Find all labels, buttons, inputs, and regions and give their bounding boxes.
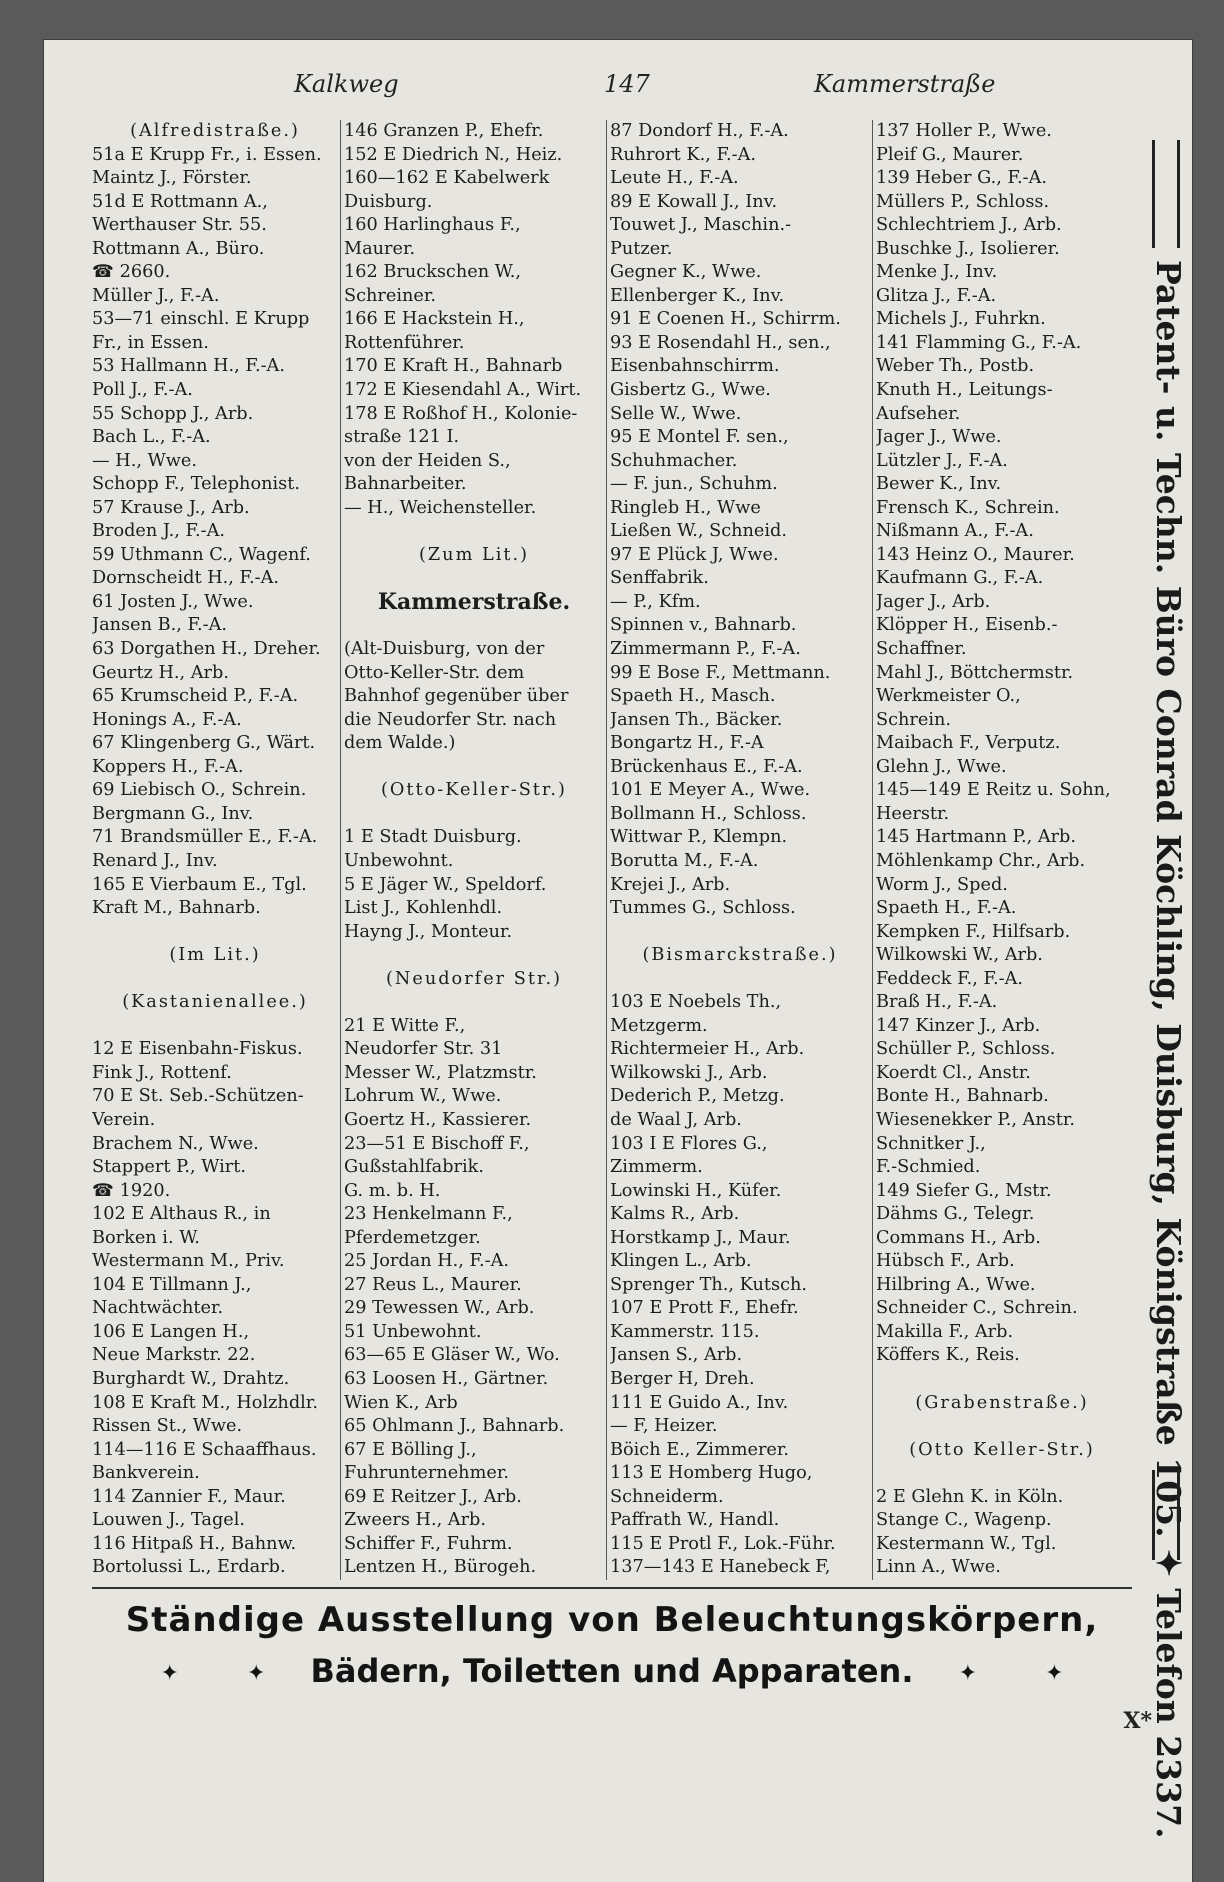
directory-entry: Duisburg. <box>344 191 433 212</box>
directory-entry: Schüller P., Schloss. <box>876 1039 1056 1060</box>
directory-entry: Sprenger Th., Kutsch. <box>610 1274 807 1295</box>
directory-entry <box>92 968 338 992</box>
directory-entry: 111 E Guido A., Inv. <box>610 1392 789 1413</box>
header-right: Kammerstraße <box>814 70 996 98</box>
directory-entry: Leute H., F.-A. <box>610 168 739 189</box>
directory-entry: (Alt-Duisburg, von der <box>344 639 545 660</box>
directory-entry: List J., Kohlenhdl. <box>344 898 503 919</box>
bottom-ad-line-2-text: Bädern, Toiletten und Apparaten. <box>310 1652 914 1690</box>
directory-entry: 162 Bruckschen W., <box>344 262 522 283</box>
directory-entry: Wien K., Arb <box>344 1392 458 1413</box>
directory-entry: Werthauser Str. 55. <box>92 215 267 236</box>
directory-entry: 114—116 E Schaaffhaus. <box>92 1439 317 1460</box>
directory-entry: 108 E Kraft M., Holzhdlr. <box>92 1392 318 1413</box>
directory-entry: Kraft M., Bahnarb. <box>92 898 261 919</box>
directory-entry: 25 Jordan H., F.-A. <box>344 1251 510 1272</box>
directory-entry: 51d E Rottmann A., <box>92 191 268 212</box>
directory-entry: Pleif G., Maurer. <box>876 144 1024 165</box>
directory-entry: Horstkamp J., Maur. <box>610 1227 791 1248</box>
directory-entry: Ruhrort K., F.-A. <box>610 144 756 165</box>
directory-entry: Paffrath W., Handl. <box>610 1510 780 1531</box>
side-ad-text: Patent- u. Techn. Büro Conrad Köchling, Duisburg, Königstraße 105. ✦ Telefon 2337. <box>1149 260 1188 1839</box>
directory-entry: Jansen S., Arb. <box>610 1345 743 1366</box>
ornament-icon: ✦ <box>958 1660 978 1686</box>
directory-entry: — P., Kfm. <box>610 591 701 612</box>
directory-entry: Michels J., Fuhrkn. <box>876 309 1046 330</box>
directory-entry: ☎ 2660. <box>92 262 171 283</box>
directory-entry <box>610 921 870 945</box>
directory-entry: Worm J., Sped. <box>876 874 1008 895</box>
directory-entry: Schneiderm. <box>610 1486 724 1507</box>
directory-entry: ☎ 1920. <box>92 1180 171 1201</box>
directory-entry: 95 E Montel F. sen., <box>610 427 789 448</box>
directory-entry: Müller J., F.-A. <box>92 285 220 306</box>
directory-entry: 137—143 E Hanebeck F, <box>610 1557 831 1578</box>
directory-entry: (Otto Keller-Str.) <box>909 1439 1095 1460</box>
directory-entry: Lützler J., F.-A. <box>876 450 1008 471</box>
directory-entry: F.-Schmied. <box>876 1157 981 1178</box>
directory-entry <box>344 756 604 780</box>
directory-entry: Schrein. <box>876 709 952 730</box>
directory-entry: Poll J., F.-A. <box>92 380 193 401</box>
directory-entry: Verein. <box>92 1109 156 1130</box>
directory-entry: 143 Heinz O., Maurer. <box>876 544 1075 565</box>
directory-entry: Louwen J., Tagel. <box>92 1510 246 1531</box>
directory-entry: 104 E Tillmann J., <box>92 1274 252 1295</box>
ornament-icon: ✦ <box>246 1660 266 1686</box>
directory-entry: Putzer. <box>610 238 673 259</box>
directory-entry: 89 E Kowall J., Inv. <box>610 191 778 212</box>
directory-entry: Möhlenkamp Chr., Arb. <box>876 850 1086 871</box>
directory-entry: Wilkowski J., Arb. <box>610 1062 768 1083</box>
directory-entry: Gußstahlfabrik. <box>344 1157 484 1178</box>
directory-entry: Rottenführer. <box>344 332 465 353</box>
directory-entry: (Otto-Keller-Str.) <box>381 780 567 801</box>
directory-entry: Jager J., Arb. <box>876 591 991 612</box>
directory-page <box>44 40 1192 1882</box>
directory-entry: (Im Lit.) <box>169 945 261 966</box>
directory-entry: Mahl J., Böttchermstr. <box>876 662 1074 683</box>
directory-entry: — H., Weichensteller. <box>344 497 537 518</box>
directory-entry: Zimmerm. <box>610 1157 703 1178</box>
directory-entry: Bergmann G., Inv. <box>92 803 254 824</box>
directory-entry: Metzgerm. <box>610 1015 708 1036</box>
directory-entry: Fink J., Rottenf. <box>92 1062 232 1083</box>
page-header <box>44 70 1192 110</box>
directory-entry: Zimmermann P., F.-A. <box>610 639 801 660</box>
directory-entry: Kammerstr. 115. <box>610 1321 760 1342</box>
column-divider <box>872 120 873 1580</box>
directory-entry <box>344 614 604 638</box>
directory-entry: (Bismarckstraße.) <box>642 945 838 966</box>
directory-entry: Neue Markstr. 22. <box>92 1345 256 1366</box>
directory-entry <box>344 991 604 1015</box>
directory-entry: Rottmann A., Büro. <box>92 238 265 259</box>
directory-entry: 114 Zannier F., Maur. <box>92 1486 286 1507</box>
directory-entry: Lohrum W., Wwe. <box>344 1086 502 1107</box>
directory-entry: (Zum Lit.) <box>418 544 529 565</box>
directory-entry: 57 Krause J., Arb. <box>92 497 250 518</box>
directory-entry: (Kastanienallee.) <box>122 992 308 1013</box>
directory-entry: Touwet J., Maschin.- <box>610 215 792 236</box>
directory-entry: 102 E Althaus R., in <box>92 1204 271 1225</box>
directory-entry: Spaeth H., F.-A. <box>876 898 1017 919</box>
directory-entry <box>92 1015 338 1039</box>
directory-entry: Linn A., Wwe. <box>876 1557 1001 1578</box>
directory-entry: Böich E., Zimmerer. <box>610 1439 790 1460</box>
directory-entry: Schreiner. <box>344 285 436 306</box>
ornament-icon: ✦ <box>1045 1660 1064 1686</box>
directory-entry: Neudorfer Str. 31 <box>344 1039 503 1060</box>
directory-entry: 146 Granzen P., Ehefr. <box>344 121 544 141</box>
directory-entry: Bonte H., Bahnarb. <box>876 1086 1049 1107</box>
directory-entry: Schneider C., Schrein. <box>876 1298 1078 1319</box>
bottom-rule <box>92 1587 1132 1589</box>
directory-entry: Klingen L., Arb. <box>610 1251 752 1272</box>
directory-entry: Bewer K., Inv. <box>876 474 1002 495</box>
directory-entry: Dornscheidt H., F.-A. <box>92 568 280 589</box>
directory-entry: Selle W., Wwe. <box>610 403 742 424</box>
directory-entry: Otto-Keller-Str. dem <box>344 662 525 683</box>
directory-entry: 97 E Plück J, Wwe. <box>610 544 779 565</box>
directory-entry: 21 E Witte F., <box>344 1015 466 1036</box>
directory-entry: Goertz H., Kassierer. <box>344 1109 532 1130</box>
directory-entry: Knuth H., Leitungs- <box>876 380 1053 401</box>
column-1 <box>92 120 338 1580</box>
directory-entry: 67 Klingenberg G., Wärt. <box>92 733 316 754</box>
directory-entry: straße 121 I. <box>344 427 460 448</box>
directory-entry: Müllers P., Schloss. <box>876 191 1050 212</box>
directory-entry: Borutta M., F.-A. <box>610 850 759 871</box>
directory-entry <box>344 944 604 968</box>
directory-entry: Schnitker J., <box>876 1133 986 1154</box>
directory-entry: 51 Unbewohnt. <box>344 1321 482 1342</box>
directory-entry: 145—149 E Reitz u. Sohn, <box>876 780 1111 801</box>
directory-entry: 93 E Rosendahl H., sen., <box>610 332 831 353</box>
column-2 <box>344 120 604 1580</box>
directory-entry: Lentzen H., Bürogeh. <box>344 1557 537 1578</box>
bottom-ad-line-1: Ständige Ausstellung von Beleuchtungskörpern, <box>125 1600 1099 1640</box>
ornament-icon: ✦ <box>160 1660 179 1686</box>
directory-entry <box>876 1415 1128 1439</box>
directory-entry: Jansen B., F.-A. <box>92 615 227 636</box>
directory-entry: Rissen St., Wwe. <box>92 1416 243 1437</box>
directory-entry <box>92 921 338 945</box>
column-divider <box>340 120 341 1580</box>
directory-entry: Glehn J., Wwe. <box>876 756 1007 777</box>
directory-entry: Broden J., F.-A. <box>92 521 225 542</box>
directory-entry: Stappert P., Wirt. <box>92 1157 246 1178</box>
directory-entry: 170 E Kraft H., Bahnarb <box>344 356 563 377</box>
directory-entry: 116 Hitpaß H., Bahnw. <box>92 1533 297 1554</box>
page-number: 147 <box>604 70 650 98</box>
directory-entry: — F, Heizer. <box>610 1416 718 1437</box>
directory-entry <box>344 520 604 544</box>
decorative-rule <box>1152 140 1180 248</box>
directory-entry: Krejei J., Arb. <box>610 874 731 895</box>
directory-entry: 141 Flamming G., F.-A. <box>876 332 1082 353</box>
directory-entry <box>610 968 870 992</box>
bottom-ad-line-2 <box>92 1652 1132 1690</box>
directory-entry: 65 Ohlmann J., Bahnarb. <box>344 1416 565 1437</box>
directory-entry: Schopp F., Telephonist. <box>92 474 300 495</box>
directory-entry: Stange C., Wagenp. <box>876 1510 1052 1531</box>
directory-entry: Weber Th., Postb. <box>876 356 1035 377</box>
directory-entry: Heerstr. <box>876 803 950 824</box>
directory-entry: Glitza J., F.-A. <box>876 285 997 306</box>
directory-entry: 101 E Meyer A., Wwe. <box>610 780 811 801</box>
directory-entry: Hayng J., Monteur. <box>344 921 513 942</box>
directory-entry: — F. jun., Schuhm. <box>610 474 778 495</box>
directory-entry: 61 Josten J., Wwe. <box>92 591 254 612</box>
directory-entry: Dederich P., Metzg. <box>610 1086 785 1107</box>
directory-entry: Aufseher. <box>876 403 961 424</box>
directory-entry: 115 E Protl F., Lok.-Führ. <box>610 1533 836 1554</box>
directory-entry: 53 Hallmann H., F.-A. <box>92 356 285 377</box>
directory-entry: Bollmann H., Schloss. <box>610 803 807 824</box>
directory-entry: (Neudorfer Str.) <box>385 968 562 989</box>
directory-entry: Eisenbahnschirrm. <box>610 356 780 377</box>
column-3 <box>610 120 870 1580</box>
directory-entry: Bach L., F.-A. <box>92 427 211 448</box>
directory-entry: 29 Tewessen W., Arb. <box>344 1298 535 1319</box>
directory-entry: 69 E Reitzer J., Arb. <box>344 1486 522 1507</box>
side-advertisement <box>1134 120 1192 1839</box>
directory-entry: 166 E Hackstein H., <box>344 309 525 330</box>
directory-entry: Gisbertz G., Wwe. <box>610 380 771 401</box>
directory-entry: — H., Wwe. <box>92 450 198 471</box>
directory-entry: Tummes G., Schloss. <box>610 898 796 919</box>
directory-entry: de Waal J, Arb. <box>610 1109 742 1130</box>
directory-entry: Maibach F., Verputz. <box>876 733 1061 754</box>
directory-entry: 12 E Eisenbahn-Fiskus. <box>92 1039 303 1060</box>
directory-entry: 69 Liebisch O., Schrein. <box>92 780 307 801</box>
directory-entry: Hilbring A., Wwe. <box>876 1274 1036 1295</box>
directory-entry: Bongartz H., F.-A <box>610 733 764 754</box>
directory-entry: 160 Harlinghaus F., <box>344 215 521 236</box>
directory-entry: Jager J., Wwe. <box>876 427 1002 448</box>
directory-entry: (Alfredistraße.) <box>130 121 300 141</box>
directory-entry: Nachtwächter. <box>92 1298 224 1319</box>
directory-entry: 70 E St. Seb.-Schützen- <box>92 1086 304 1107</box>
directory-entry: Brückenhaus E., F.-A. <box>610 756 803 777</box>
directory-entry: 5 E Jäger W., Speldorf. <box>344 874 547 895</box>
directory-entry: Wiesenekker P., Anstr. <box>876 1109 1076 1130</box>
directory-entry: 91 E Coenen H., Schirrm. <box>610 309 841 330</box>
directory-entry: Westermann M., Priv. <box>92 1251 285 1272</box>
directory-entry: Schaffner. <box>876 639 967 660</box>
directory-entry <box>344 803 604 827</box>
directory-entry: 2 E Glehn K. in Köln. <box>876 1486 1064 1507</box>
directory-entry: 63 Loosen H., Gärtner. <box>344 1368 549 1389</box>
directory-entry: Nißmann A., F.-A. <box>876 521 1034 542</box>
directory-entry: 149 Siefer G., Mstr. <box>876 1180 1052 1201</box>
directory-entry: Schlechtriem J., Arb. <box>876 215 1062 236</box>
directory-entry: 165 E Vierbaum E., Tgl. <box>92 874 307 895</box>
directory-entry: 139 Heber G., F.-A. <box>876 168 1048 189</box>
directory-entry: 103 E Noebels Th., <box>610 992 782 1013</box>
directory-entry: Maurer. <box>344 238 416 259</box>
directory-entry <box>344 567 604 591</box>
directory-entry: 87 Dondorf H., F.-A. <box>610 121 789 141</box>
directory-entry: Commans H., Arb. <box>876 1227 1041 1248</box>
directory-entry: Ließen W., Schneid. <box>610 521 787 542</box>
directory-entry: Buschke J., Isolierer. <box>876 238 1060 259</box>
directory-entry: Koppers H., F.-A. <box>92 756 244 777</box>
directory-entry: 67 E Bölling J., <box>344 1439 477 1460</box>
directory-entry: 147 Kinzer J., Arb. <box>876 1015 1041 1036</box>
directory-entry: Pferdemetzger. <box>344 1227 481 1248</box>
directory-entry: Messer W., Platzmstr. <box>344 1062 537 1083</box>
directory-entry: 1 E Stadt Duisburg. <box>344 827 522 848</box>
directory-entry: Köffers K., Reis. <box>876 1345 1020 1366</box>
directory-entry: Schiffer F., Fuhrm. <box>344 1533 513 1554</box>
directory-entry: von der Heiden S., <box>344 450 511 471</box>
directory-entry: Geurtz H., Arb. <box>92 662 229 683</box>
directory-entry: Renard J., Inv. <box>92 850 218 871</box>
directory-entry: Fuhrunternehmer. <box>344 1463 509 1484</box>
signature-mark: X* <box>1123 1708 1152 1734</box>
directory-entry <box>876 1368 1128 1392</box>
directory-entry: 99 E Bose F., Mettmann. <box>610 662 831 683</box>
directory-entry: 23 Henkelmann F., <box>344 1204 513 1225</box>
directory-entry: Ringleb H., Wwe <box>610 497 761 518</box>
directory-entry: Zweers H., Arb. <box>344 1510 486 1531</box>
directory-entry: Werkmeister O., <box>876 686 1021 707</box>
directory-entry: Wittwar P., Klempn. <box>610 827 788 848</box>
directory-entry: Senffabrik. <box>610 568 709 589</box>
directory-entry: Brachem N., Wwe. <box>92 1133 259 1154</box>
directory-entry: Kaufmann G., F.-A. <box>876 568 1044 589</box>
directory-entry: Maintz J., Förster. <box>92 168 252 189</box>
directory-entry: 53—71 einschl. E Krupp <box>92 309 310 330</box>
directory-entry: Richtermeier H., Arb. <box>610 1039 805 1060</box>
directory-entry: Wilkowski W., Arb. <box>876 945 1043 966</box>
directory-entry: Koerdt Cl., Anstr. <box>876 1062 1031 1083</box>
decorative-rule <box>1152 1470 1180 1560</box>
directory-entry: 27 Reus L., Maurer. <box>344 1274 522 1295</box>
directory-entry: 152 E Diedrich N., Heiz. <box>344 144 563 165</box>
directory-entry: Dähms G., Telegr. <box>876 1204 1035 1225</box>
directory-entry: 172 E Kiesendahl A., Wirt. <box>344 380 582 401</box>
directory-entry: dem Walde.) <box>344 733 456 754</box>
directory-entry: Kempken F., Hilfsarb. <box>876 921 1071 942</box>
directory-entry: 63 Dorgathen H., Dreher. <box>92 639 321 660</box>
directory-entry: Fr., in Essen. <box>92 332 209 353</box>
directory-entry: Spaeth H., Masch. <box>610 686 776 707</box>
directory-entry: Bahnarbeiter. <box>344 474 467 495</box>
directory-entry: 55 Schopp J., Arb. <box>92 403 254 424</box>
directory-entry: Unbewohnt. <box>344 850 454 871</box>
directory-entry: 137 Holler P., Wwe. <box>876 121 1052 141</box>
directory-entry: 51a E Krupp Fr., i. Essen. <box>92 144 322 165</box>
directory-entry: 107 E Prott F., Ehefr. <box>610 1298 799 1319</box>
directory-entry: Berger H, Dreh. <box>610 1368 755 1389</box>
directory-entry: Klöpper H., Eisenb.- <box>876 615 1058 636</box>
directory-entry: Kestermann W., Tgl. <box>876 1533 1057 1554</box>
header-left: Kalkweg <box>294 70 399 98</box>
directory-entry: Burghardt W., Drahtz. <box>92 1368 290 1389</box>
directory-entry: 71 Brandsmüller E., F.-A. <box>92 827 318 848</box>
directory-entry: Frensch K., Schrein. <box>876 497 1060 518</box>
directory-entry: (Grabenstraße.) <box>915 1392 1089 1413</box>
directory-entry: Makilla F., Arb. <box>876 1321 1014 1342</box>
directory-entry: Jansen Th., Bäcker. <box>610 709 783 730</box>
directory-entry: 103 I E Flores G., <box>610 1133 768 1154</box>
directory-entry: 23—51 E Bischoff F., <box>344 1133 530 1154</box>
directory-entry: Ellenberger K., Inv. <box>610 285 785 306</box>
directory-entry: Menke J., Inv. <box>876 262 998 283</box>
directory-entry: 65 Krumscheid P., F.-A. <box>92 686 299 707</box>
directory-entry: Bortolussi L., Erdarb. <box>92 1557 286 1578</box>
column-divider <box>606 120 607 1580</box>
directory-entry: 178 E Roßhof H., Kolonie- <box>344 403 578 424</box>
directory-entry: 63—65 E Gläser W., Wo. <box>344 1345 560 1366</box>
directory-entry: Spinnen v., Bahnarb. <box>610 615 797 636</box>
directory-entry: G. m. b. H. <box>344 1180 441 1201</box>
directory-entry: Gegner K., Wwe. <box>610 262 762 283</box>
directory-entry: Borken i. W. <box>92 1227 200 1248</box>
column-4 <box>876 120 1128 1580</box>
directory-entry <box>876 1462 1128 1486</box>
directory-entry: Bahnhof gegenüber über <box>344 686 569 707</box>
directory-entry: Honings A., F.-A. <box>92 709 242 730</box>
directory-entry: Feddeck F., F.-A. <box>876 968 1024 989</box>
directory-entry: 160—162 E Kabelwerk <box>344 168 550 189</box>
directory-entry: Braß H., F.-A. <box>876 992 998 1013</box>
directory-entry: Bankverein. <box>92 1463 200 1484</box>
directory-entry: 113 E Homberg Hugo, <box>610 1463 813 1484</box>
directory-entry: Lowinski H., Küfer. <box>610 1180 782 1201</box>
directory-entry: 106 E Langen H., <box>92 1321 250 1342</box>
directory-entry: 145 Hartmann P., Arb. <box>876 827 1076 848</box>
directory-entry: Hübsch F., Arb. <box>876 1251 1015 1272</box>
directory-entry: die Neudorfer Str. nach <box>344 709 557 730</box>
directory-entry: Schuhmacher. <box>610 450 738 471</box>
directory-entry: Kammerstraße. <box>377 590 571 615</box>
directory-entry: 59 Uthmann C., Wagenf. <box>92 544 311 565</box>
directory-entry: Kalms R., Arb. <box>610 1204 740 1225</box>
